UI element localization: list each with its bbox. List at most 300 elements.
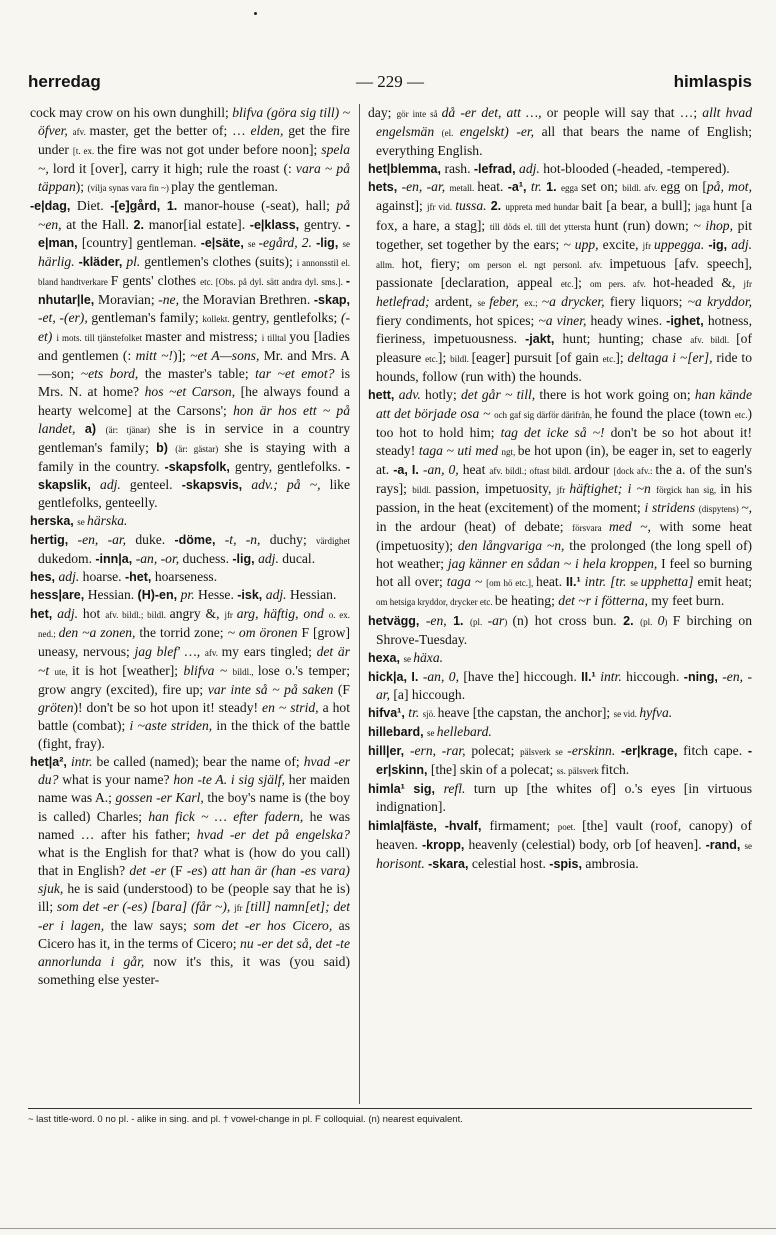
entry-text: ]; [573, 274, 590, 290]
entry-text: her maiden name was A.; [38, 772, 350, 806]
entry-text: 0 [657, 612, 665, 628]
entry-text: afv. bildl. [690, 335, 737, 346]
entry-text: om hetsiga kryddor, drycker etc. [376, 597, 495, 608]
entry-text: horisont. [376, 855, 429, 871]
entry-text: allm. [376, 259, 402, 270]
entry-text: be called (named); bear the name of; [96, 754, 304, 770]
headword: -hvalf, [444, 818, 490, 833]
headword: 1. [546, 180, 561, 195]
entry-text: adv. [398, 387, 426, 403]
entry-text: blifva (göra sig till) ~ öfver, [38, 105, 350, 139]
headword: -skapsfolk, [164, 459, 235, 474]
entry-text: the torrid zone; [139, 624, 228, 640]
dictionary-entry [368, 649, 752, 668]
entry-text: hoarseness. [154, 569, 218, 585]
entry-text: [the] skin of a polecat; [430, 762, 557, 778]
entry-text: spela ~, [38, 142, 350, 177]
dictionary-entry [30, 605, 350, 754]
entry-text: the fire was not got under before noon]; [97, 142, 322, 158]
entry-text: i ~aste striden, [129, 718, 217, 734]
entry-text: Mr. and Mrs. A—son; [38, 348, 350, 382]
entry-text: jfr [234, 903, 246, 914]
entry-text: jfr [743, 278, 752, 289]
entry-text: the a. of the sun's rays]; [376, 461, 752, 496]
entry-text: [of pleasure [376, 331, 752, 366]
entry-text: day; [368, 105, 397, 120]
dictionary-entry [30, 568, 350, 586]
entry-text: (F [170, 862, 187, 878]
entry-text: in the ardour (heat) of debate; [376, 519, 573, 535]
headword: -ighet, [666, 314, 708, 329]
headword: -kläder, [78, 254, 127, 269]
entry-text: bildl., [232, 666, 258, 677]
headword: hes, [30, 570, 59, 585]
entry-text: tr. [408, 705, 423, 720]
entry-text: (är: gästar) [175, 443, 225, 454]
entry-text: det -er [129, 862, 171, 878]
entry-text: ) [504, 616, 513, 627]
entry-text: afv. [72, 127, 90, 138]
headword: het, [30, 606, 58, 621]
headword: -e|man, [38, 217, 350, 250]
entry-text: uppreta med hundar [505, 202, 582, 213]
entry-text: ardour [573, 461, 614, 477]
entry-text: -ern, -rar, [409, 743, 472, 759]
entry-text: Hessian. [289, 587, 337, 603]
entry-text: nu -er det så, det -te annorlunda i går, [38, 936, 350, 970]
headword: II.¹ [581, 669, 601, 684]
entry-text: ambrosia. [585, 855, 639, 871]
entry-text: is Mrs. N. at home? [38, 366, 350, 400]
entry-text: duke. [135, 532, 175, 548]
entry-text: it is hot [weather]; [72, 662, 184, 678]
entry-text: gentleman's family; [91, 310, 203, 326]
entry-text: hot-headed &, [652, 274, 744, 290]
entry-text: (el. [441, 128, 460, 139]
entry-text: [country] gentleman. [81, 234, 201, 250]
dictionary-entry [368, 386, 752, 611]
entry-text: se [342, 238, 350, 249]
entry-text: etc. [734, 409, 748, 420]
headword: -er|krage, [621, 744, 684, 759]
entry-text: hetlefrad; [376, 293, 435, 309]
entry-text: she is in service in a country gentleman's family; [38, 420, 350, 455]
entry-text: gentry, gentlefolks. [234, 458, 346, 474]
entry-text: bildl. afv. [622, 183, 661, 194]
entry-text: -ne, [158, 291, 183, 307]
entry-text: då -er det, att …, [441, 105, 547, 120]
entry-text: feber, [489, 293, 525, 309]
headword: hertig, [30, 533, 78, 548]
entry-text: se vid. [613, 709, 640, 719]
entry-text: -erskinn. [567, 743, 621, 759]
headword: hexa, [368, 650, 404, 665]
entry-text: angry &, [169, 605, 225, 621]
entry-text: Hessian. [87, 587, 138, 603]
entry-text: metall. [449, 183, 478, 194]
entry-text: don't be so hot about it! steady! [376, 424, 752, 458]
entry-text: in the thick of the battle (fight, fray). [38, 718, 350, 752]
entry-text: impetuous [afv. speech], passionate [declaration, appeal [376, 255, 752, 290]
entry-text: adv.; på ~, [251, 476, 330, 492]
entry-text: the boy's name is (the boy is called) Charles; [38, 790, 350, 824]
entry-text: he found the place (town [594, 405, 735, 421]
headword: -ig, [708, 237, 732, 252]
entry-text: taga ~ [446, 574, 487, 590]
entry-text: ute, [54, 666, 73, 677]
entry-text: ~a viner, [538, 313, 591, 329]
entry-text: egg on [ [660, 179, 707, 195]
headword: herska, [30, 514, 78, 529]
entry-text: se [77, 517, 88, 528]
entry-text: hunt [a fox, a hare, a stag]; [376, 198, 752, 233]
headword: -nhutar|le, [38, 273, 350, 307]
entry-text: -ar [487, 612, 505, 628]
entry-text: passion, impetuosity, [435, 480, 557, 496]
entry-text: cock may crow on his own dunghill; [30, 105, 233, 120]
entry-text: förgick han sig, [656, 484, 721, 495]
headword: -rand, [705, 837, 745, 852]
headword: hillebard, [368, 725, 428, 740]
page-bottom-edge [0, 1228, 776, 1229]
entry-text: heat. [477, 179, 508, 195]
entry-text: bildl. [450, 354, 472, 365]
entry-text: ~a kryddor, [687, 293, 752, 309]
entry-text: he was named … after his father; [38, 808, 350, 842]
page-header [28, 72, 752, 98]
entry-text: tag det icke så ~! [500, 424, 611, 440]
entry-text: (n) hot cross bun. [512, 612, 624, 628]
entry-text: pälsverk se [520, 747, 568, 758]
entry-text: häftighet; i ~n [569, 480, 657, 496]
entry-text: gentry. [303, 216, 346, 232]
entry-text: och gaf sig därför därifrån, [494, 409, 595, 420]
entry-text: jfr vid. [426, 202, 456, 213]
entry-text: ngt, [501, 446, 518, 457]
entry-text: det är ~t [38, 643, 350, 678]
entry-text: [he always found a hearty welcome] at the Carsons'; [38, 384, 350, 418]
entry-text: tar ~et emot? [255, 366, 341, 382]
entry-text: gentlemen's clothes (suits); [144, 253, 297, 269]
entry-text: be hot upon (in), be eager in, set to eagerly at. [376, 442, 752, 477]
entry-text: ); [75, 179, 88, 195]
headword: -e|klass, [249, 217, 304, 232]
entry-text: a hot battle (combat); [38, 700, 350, 734]
header-left-guideword: herredag [28, 72, 101, 91]
entry-text: (dispytens) [698, 503, 742, 514]
entry-text: hvad -er du? [38, 754, 350, 788]
entry-text: hotly; [425, 387, 461, 403]
entry-text: -an, 0, [422, 668, 464, 684]
entry-text: )! don't be so hot upon it! steady! [73, 700, 263, 715]
entry-text: there is hot work going on; [539, 387, 695, 403]
entry-text: i stridens [644, 499, 699, 515]
entry-text: afv. [204, 647, 222, 658]
entry-text: now it's this, it was (you said) something else yester- [38, 954, 350, 988]
entry-text: lord it [over], carry it high; rule the roast (: [52, 161, 296, 177]
dictionary-entry [368, 668, 752, 704]
entry-text: -en, -ar, [401, 179, 450, 195]
dictionary-entry [368, 742, 752, 780]
headword: 1. [453, 613, 471, 628]
entry-text: emit heat; [697, 574, 752, 590]
entry-text: get the fire under [38, 123, 350, 158]
right-column [368, 104, 752, 1104]
entry-text: elden, [250, 123, 289, 139]
entry-text: en ~ strid, [262, 700, 323, 715]
entry-text: det ~r i fötterna, [558, 593, 652, 609]
entry-text: )]; [172, 348, 191, 364]
entry-text: bildl. [412, 484, 436, 495]
headword: II.¹ [566, 575, 585, 590]
entry-text: etc. [Obs. på dyl. sätt andra dyl. sms.]. [200, 276, 346, 287]
headword: -jakt, [525, 332, 563, 347]
headword: -inn|a, [95, 552, 136, 567]
entry-text: (pl. [640, 616, 658, 627]
entry-text: med ~, [608, 519, 660, 535]
entry-text: you [ladies and gentlemen (: [38, 329, 350, 364]
headword: het|blemma, [368, 162, 445, 177]
entry-text: i mots. till tjänstefolket [56, 333, 146, 344]
entry-text: ducal. [282, 551, 316, 567]
entry-text: -et, -(er), [38, 310, 92, 326]
entry-text: I feel so burning hot all over; [376, 556, 752, 590]
headword: b) [156, 440, 176, 455]
entry-text: bait [a bear, a bull]; [581, 198, 696, 214]
entry-text: -an, 0, [422, 461, 463, 477]
entry-text: ardent, [434, 293, 478, 309]
entry-text: ~a drycker, [541, 293, 610, 309]
entry-text: o. ex. ned.; [38, 609, 350, 639]
headword: a) [84, 421, 106, 436]
headword: -skap, [313, 292, 350, 307]
entry-text: -es [186, 862, 203, 878]
entry-text: han kände att det började osa ~ [376, 387, 752, 421]
entry-text: [om hö etc.], [486, 578, 537, 589]
dictionary-entry [368, 704, 752, 723]
entry-text: adj. [57, 605, 83, 621]
headword: -döme, [174, 533, 225, 548]
entry-text: adj. [519, 161, 544, 177]
entry-text: -en, -ar, [376, 668, 752, 702]
entry-text: ) [664, 616, 673, 627]
entry-text: the master's table; [144, 366, 256, 382]
headword: -er|skinn, [376, 744, 752, 778]
entry-text: -en, [425, 612, 454, 628]
entry-text: dukedom. [38, 551, 96, 567]
entry-text: Diet. [76, 198, 111, 214]
entry-text: hos ~et Carson, [144, 384, 241, 400]
entry-text: my ears tingled; [221, 643, 317, 659]
entry-text: fitch. [600, 762, 630, 778]
dictionary-entry [368, 178, 752, 386]
entry-text: pl. [126, 253, 145, 269]
entry-text: master and mistress; [145, 329, 262, 345]
column-divider [359, 104, 360, 1104]
headword: -kropp, [421, 837, 469, 852]
entry-text: play the gentleman. [171, 179, 278, 195]
entry-text: jfr [556, 484, 570, 495]
entry-text: at the Hall. [66, 216, 134, 232]
entry-text: fiery condiments, hot spices; [376, 313, 539, 329]
headword: hifva¹, [368, 706, 409, 720]
entry-text: (är: tjänar) [105, 424, 159, 435]
dictionary-entry [368, 104, 752, 160]
entry-text: ~ets bord, [80, 366, 145, 382]
entry-text: hunt (run) down; [594, 217, 694, 233]
entry-text: -en, -ar, [77, 532, 136, 548]
entry-text: (pl. [470, 616, 488, 627]
entry-text: poet. [557, 821, 583, 832]
entry-text: against]; [376, 198, 427, 214]
dictionary-entry [368, 817, 752, 873]
entry-text: fitch cape. [683, 743, 748, 759]
entry-text: arg, häftig, ond [236, 605, 329, 621]
entry-text: be heating; [494, 593, 559, 609]
entry-text: hyfva. [639, 705, 673, 720]
entry-text: refl. [443, 781, 474, 797]
headword: -lefrad, [473, 162, 520, 177]
entry-text: ~ upp, [563, 236, 603, 252]
entry-text: manor[ial estate]. [148, 216, 250, 232]
entry-text: F birching on Shrove-Tuesday. [376, 612, 752, 647]
entry-text: egga [560, 183, 582, 194]
entry-text: [a] hiccough. [393, 686, 466, 702]
headword: -skapsvis, [181, 477, 252, 492]
entry-text: hunt; hunting; chase [562, 331, 691, 347]
left-column [30, 104, 350, 1104]
entry-text: adj. [58, 569, 83, 585]
headword: hill|er, [368, 744, 410, 759]
entry-text: [till] namn[et]; det -er i lagen, [38, 899, 350, 934]
entry-text: uppegga. [654, 236, 709, 252]
dictionary-entry [368, 612, 752, 649]
entry-text: [dock afv.: [613, 465, 656, 476]
headword: himla|fäste, [368, 818, 445, 833]
header-right-guideword: himlaspis [673, 72, 752, 91]
dictionary-entry [30, 586, 350, 604]
dictionary-entry [30, 753, 350, 989]
entry-text: hon är hos ett ~ på landet, [38, 402, 350, 436]
headword: -lig, [316, 235, 343, 250]
entry-text: han fick ~ … efter fadern, [148, 808, 310, 824]
entry-text: etc. [602, 354, 616, 365]
entry-text: på ~en, [38, 198, 350, 232]
entry-text: i tilltal [261, 333, 290, 344]
entry-text: hot, fiery; [401, 255, 469, 271]
headword: hetvägg, [368, 613, 426, 628]
headword: 2. [623, 613, 641, 628]
headword: -a¹, [507, 180, 531, 195]
entry-text: deltaga i ~[er], [627, 350, 717, 366]
dictionary-entry [30, 512, 350, 531]
entry-text: gör inte så [396, 109, 442, 119]
entry-text: jfr [224, 609, 237, 620]
entry-text: kollekt. [202, 314, 233, 325]
dictionary-entry [30, 197, 350, 512]
headword: -spis, [549, 856, 586, 871]
entry-text: hiccough. [626, 668, 684, 684]
headword: hett, [368, 388, 399, 403]
dictionary-entry [30, 531, 350, 568]
entry-text: ride to hounds, follow (run with) the hounds. [376, 350, 752, 385]
entry-text: celestial host. [471, 855, 550, 871]
entry-text: heat [462, 461, 490, 477]
entry-text: -t, -n, [224, 532, 270, 548]
entry-text: intr. [600, 668, 627, 684]
headword: -[e]gård, 1. [110, 199, 184, 214]
entry-text: blifva ~ [183, 662, 233, 678]
entry-text: (-et) [38, 310, 350, 345]
entry-text: (F [337, 681, 350, 697]
entry-text: etc. [560, 278, 574, 289]
entry-text: [have the] hiccough. [463, 668, 582, 684]
entry-text: den ~a zonen, [58, 624, 140, 640]
entry-text: hot-blooded (-headed, -tempered). [543, 161, 730, 177]
entry-text: what is your name? [62, 772, 174, 788]
entry-text: the law says; [110, 918, 194, 934]
dictionary-entry [368, 723, 752, 742]
entry-text: se [248, 238, 259, 249]
entry-text: set on; [581, 179, 623, 195]
headword: hick|a, I. [368, 669, 423, 684]
entry-text: häxa. [413, 649, 444, 665]
entry-text: försvara [572, 523, 609, 534]
headword: -ning, [683, 669, 723, 684]
headword: himla¹ sig, [368, 782, 444, 797]
entry-text: hotness, fieriness, impetuousness. [376, 313, 752, 347]
entry-text: F gents' clothes [110, 272, 201, 288]
dictionary-entry [368, 780, 752, 816]
entry-text: se [477, 297, 490, 308]
entry-text: intr. [tr. [584, 574, 631, 590]
entry-text: jaga [695, 202, 714, 213]
entry-text: excite, [602, 236, 643, 252]
entry-text: härlig. [38, 253, 79, 269]
page-number: — 229 — [356, 72, 424, 91]
entry-text: like gentlefolks, genteelly. [38, 476, 350, 510]
dictionary-entry [368, 160, 752, 178]
entry-text: Moravian; [97, 291, 159, 307]
entry-text: etc. [425, 354, 438, 365]
entry-text: ~ om öronen [227, 624, 302, 640]
entry-text: upphetta] [640, 574, 698, 590]
entry-text: hot [82, 605, 106, 621]
entry-text: se [744, 840, 752, 851]
entry-text: gentry, gentlefolks; [232, 310, 341, 326]
entry-text: taga ~ uti med [418, 442, 502, 458]
entry-text: hon -te A. i sig själf, [173, 772, 289, 788]
entry-text: engelskt) -er, [459, 124, 542, 140]
entry-text: rash. [444, 161, 474, 177]
entry-text: manor-house (-seat), hall; [183, 198, 337, 214]
headword: -e|dag, [30, 199, 77, 214]
entry-text: var inte så ~ på saken [207, 681, 338, 697]
entry-text: se [427, 728, 437, 739]
entry-text: ]; [437, 350, 451, 366]
entry-text: den långvariga ~n, [457, 538, 570, 554]
dictionary-entry [30, 104, 350, 197]
entry-text: genteel. [129, 476, 182, 492]
entry-text: gröten [38, 700, 74, 715]
entry-text: [eager] pursuit [of gain [471, 350, 603, 366]
entry-text: in his passion, in the heat (excitement) of the moment; [376, 480, 752, 515]
entry-text: intr. [70, 754, 97, 770]
entry-text: vara ~ på täppan [38, 161, 350, 195]
headword: -skara, [428, 856, 472, 871]
entry-text: se [630, 578, 641, 589]
entry-text: på, mot, [706, 179, 752, 195]
